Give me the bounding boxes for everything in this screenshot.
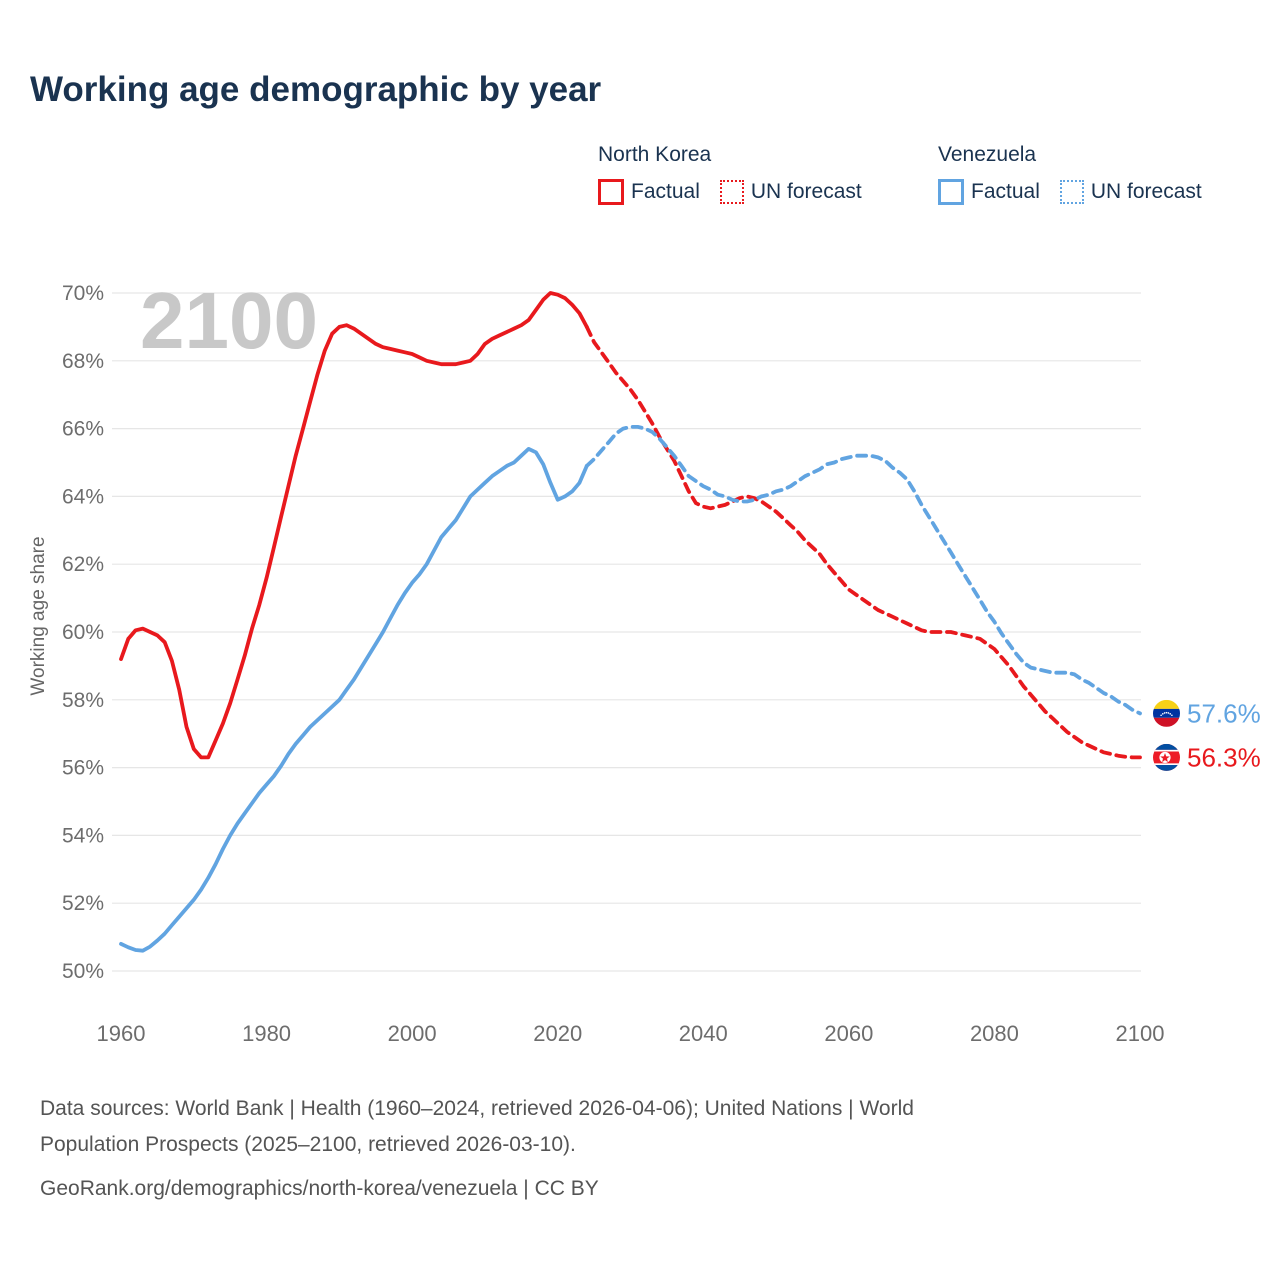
y-axis-tick-label: 56% (61, 756, 104, 780)
north-korea-un-forecast-line (587, 327, 1140, 758)
venezuela-un-forecast-line (587, 427, 1140, 714)
legend-item-label: UN forecast (750, 180, 862, 203)
x-axis-tick-label: 2080 (969, 1021, 1019, 1046)
x-axis-tick-label: 2100 (1115, 1021, 1165, 1046)
legend-country-label: Venezuela (938, 143, 1037, 166)
x-axis-tick-label: 2000 (387, 1021, 437, 1046)
year-watermark: 2100 (140, 276, 318, 365)
y-axis-tick-label: 68% (61, 349, 104, 373)
data-sources-footer (40, 1091, 1240, 1207)
y-axis-tick-label: 54% (61, 824, 104, 848)
end-value-label-venezuela: 57.6% (1187, 698, 1261, 729)
legend-item-label: Factual (971, 180, 1040, 203)
y-axis-tick-label: 70% (61, 282, 104, 305)
venezuela-flag-icon (1153, 700, 1180, 727)
y-axis-tick-label: 60% (61, 621, 104, 644)
footer-line-1: Data sources: World Bank | Health (1960–2024, retrieved 2026-04-06); United Nations | World (40, 1097, 914, 1120)
page-title: Working age demographic by year (30, 70, 602, 109)
north-korea-flag-icon (1153, 744, 1180, 771)
legend-country-label: North Korea (598, 143, 712, 166)
x-axis-tick-label: 2020 (533, 1021, 583, 1046)
x-axis-tick-label: 1980 (242, 1021, 292, 1046)
y-axis-tick-label: 62% (61, 553, 104, 577)
y-axis-tick-label: 50% (61, 960, 104, 983)
legend-item-label: UN forecast (1090, 180, 1202, 203)
y-axis-tick-label: 52% (61, 892, 104, 916)
x-axis-tick-label: 1960 (96, 1021, 146, 1046)
legend-item-label: Factual (631, 180, 700, 203)
end-value-label-north-korea: 56.3% (1187, 742, 1261, 773)
x-axis-tick-label: 2040 (678, 1021, 728, 1046)
y-axis-tick-label: 64% (61, 485, 104, 509)
footer-line-3: GeoRank.org/demographics/north-korea/venezuela | CC BY (40, 1177, 599, 1200)
y-axis-tick-label: 66% (61, 417, 104, 441)
y-axis-title: Working age share (28, 536, 49, 696)
footer-line-2: Population Prospects (2025–2100, retrieved 2026-03-10). (40, 1133, 576, 1156)
y-axis-tick-label: 58% (61, 688, 104, 712)
x-axis-tick-label: 2060 (824, 1021, 874, 1046)
